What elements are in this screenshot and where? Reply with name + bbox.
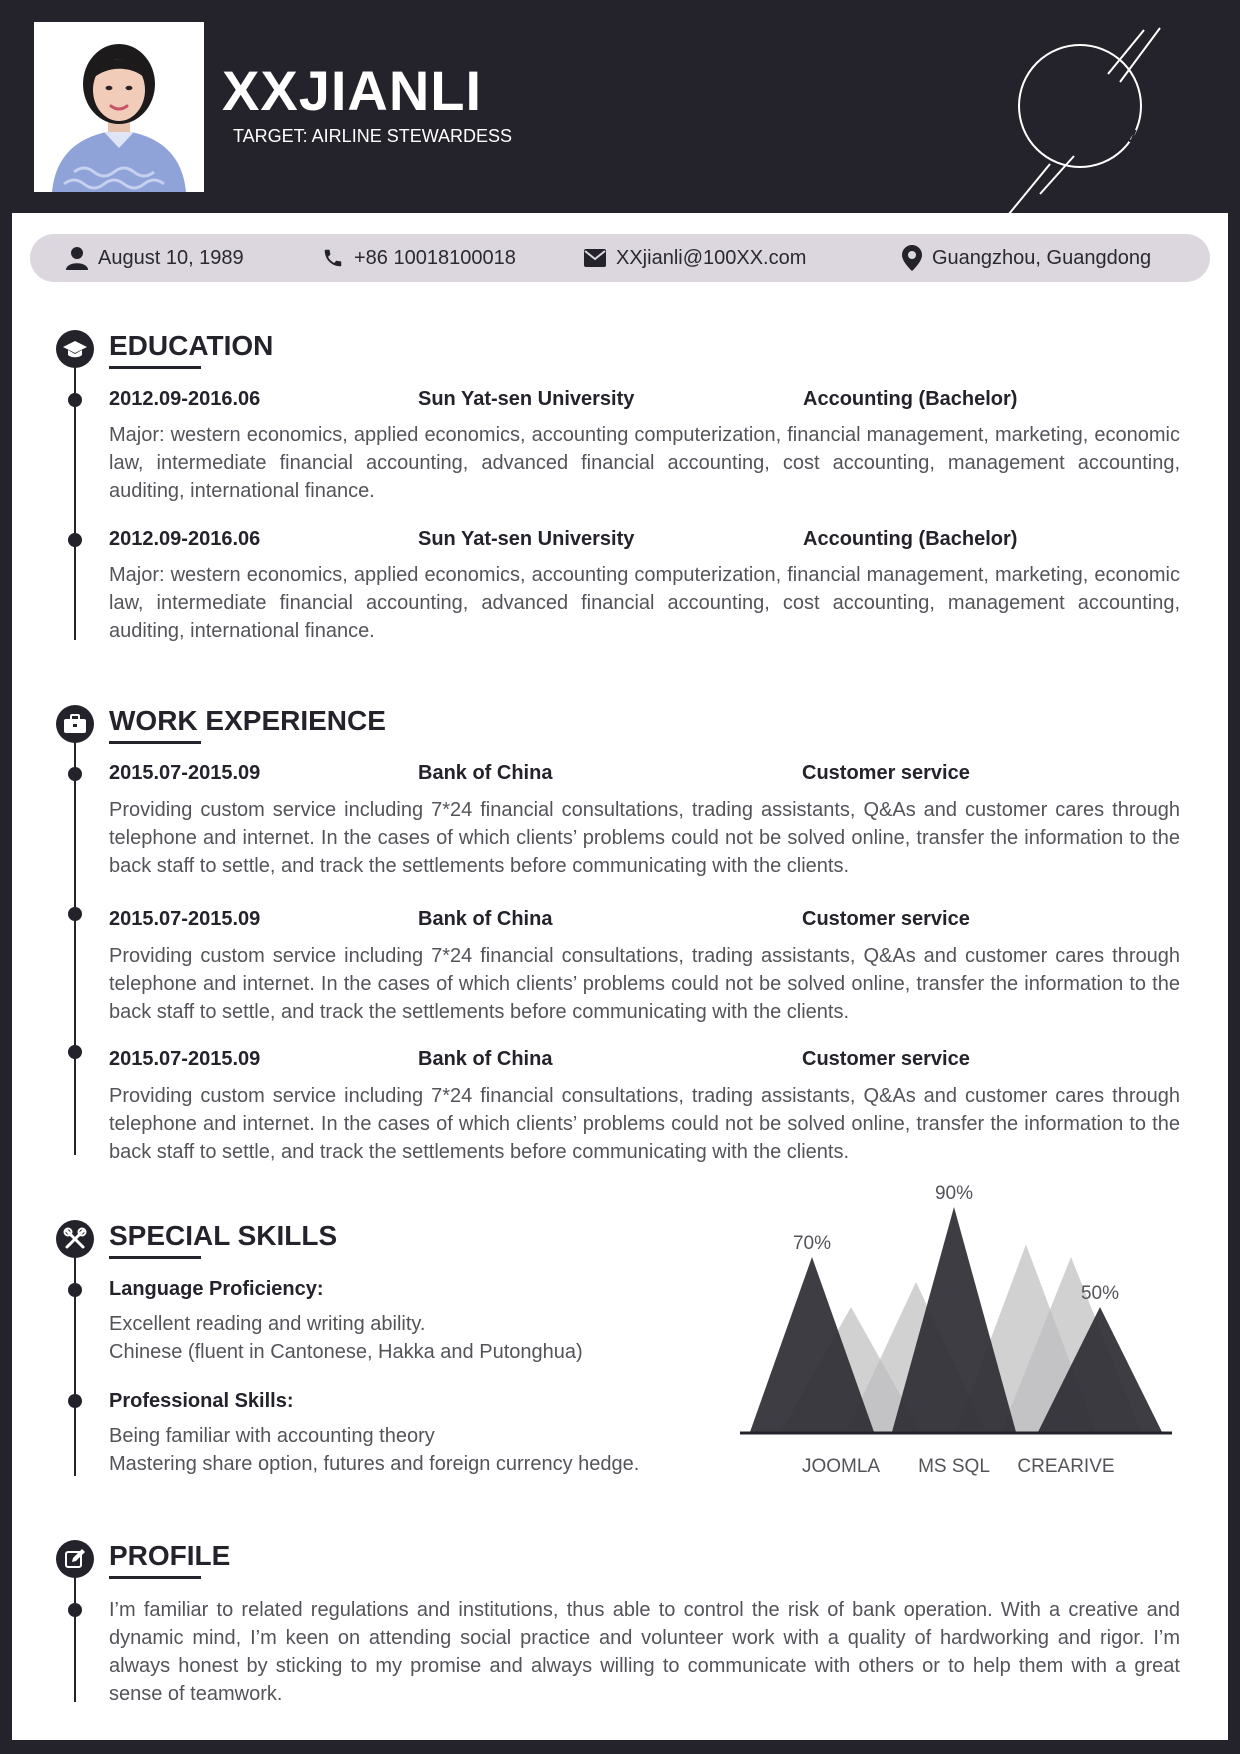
work-timeline — [74, 741, 76, 1155]
peak-value-label: 90% — [934, 1183, 974, 1204]
profile-timeline — [74, 1576, 76, 1702]
contact-birthday — [66, 234, 244, 282]
education-description: Major: western economics, applied economics, accounting computerization, financial management, marketing, economic law, intermediate financial accounting, advanced financial accounting, cost accounting, management accounting, auditing, international finance. — [109, 564, 1180, 642]
work-role: Customer service — [802, 762, 970, 784]
email-text: XXjianli@100XX.com — [616, 246, 807, 269]
edit-icon — [64, 1548, 86, 1570]
profile-underline — [109, 1576, 201, 1579]
work-title: WORK EXPERIENCE — [109, 705, 386, 736]
skills-title: SPECIAL SKILLS — [109, 1220, 338, 1251]
education-degree: Accounting (Bachelor) — [803, 528, 1018, 550]
work-underline — [109, 741, 201, 744]
career-target: TARGET: AIRLINE STEWARDESS — [233, 126, 513, 146]
peak-value-label: 70% — [792, 1233, 832, 1254]
location-pin-icon — [902, 245, 922, 271]
work-company: Bank of China — [418, 762, 553, 784]
profile-title: PROFILE — [109, 1540, 231, 1571]
location-text: Guangzhou, Guangdong — [932, 246, 1152, 269]
tools-icon — [64, 1228, 86, 1250]
professional-skill-heading: Professional Skills: — [109, 1390, 294, 1412]
contact-location — [902, 234, 1151, 282]
category-label: MS SQL — [918, 1456, 990, 1477]
briefcase-icon — [64, 715, 86, 733]
education-date: 2012.09-2016.06 — [109, 528, 261, 550]
education-date: 2012.09-2016.06 — [109, 388, 261, 410]
language-skill-line: Excellent reading and writing ability. — [109, 1313, 426, 1335]
work-role: Customer service — [802, 1048, 970, 1070]
mail-icon — [584, 249, 606, 267]
profile-text: I’m familiar to related regulations and institutions, thus able to control the risk of bank operation. With a creative and dynamic mind, I’m keen on attending social practice and volunteer work with a quality of hardworking and rigor. I’m always honest by sticking to my promise and always willing to communicate with others or to help them with a great sense of teamwork. — [109, 1599, 1180, 1705]
education-underline — [109, 366, 201, 369]
resume-header — [0, 0, 1240, 212]
education-timeline — [74, 366, 76, 640]
peak-value-label: 50% — [1080, 1283, 1120, 1304]
logo-text-cv: cv — [1112, 123, 1138, 148]
logo-text-1: Resu — [1040, 65, 1123, 105]
phone-text: +86 10018100018 — [354, 246, 516, 269]
work-description: Providing custom service including 7*24 financial consultations, trading assistants, Q&As and customer cares through telephone and internet. In the cases of which clients’ problems could not be solved online, transfer the information to the back staff to settle, and track the settlements before communicating with the clients. — [109, 945, 1180, 1023]
timeline-dot — [68, 1603, 82, 1617]
birthday-text: August 10, 1989 — [98, 246, 244, 269]
language-skill-heading: Language Proficiency: — [109, 1278, 324, 1300]
graduation-cap-icon — [63, 339, 87, 359]
avatar — [34, 22, 204, 192]
contact-email[interactable] — [584, 234, 806, 282]
timeline-dot — [68, 907, 82, 921]
work-section-icon — [56, 705, 94, 743]
timeline-dot — [68, 533, 82, 547]
work-description: Providing custom service including 7*24 financial consultations, trading assistants, Q&As and customer cares through telephone and internet. In the cases of which clients’ problems could not be solved online, transfer the information to the back staff to settle, and track the settlements before communicating with the clients. — [109, 799, 1180, 877]
timeline-dot — [68, 1394, 82, 1408]
profile-photo — [34, 22, 204, 192]
candidate-name: XXJIANLI — [222, 59, 483, 122]
professional-skill-line: Mastering share option, futures and foreign currency hedge. — [109, 1453, 640, 1475]
logo-text-2: me — [1053, 97, 1108, 137]
timeline-dot — [68, 1283, 82, 1297]
skills-underline — [109, 1256, 201, 1259]
education-section-icon — [56, 330, 94, 368]
person-icon — [66, 246, 88, 270]
contact-phone[interactable] — [322, 234, 516, 282]
timeline-dot — [68, 1045, 82, 1059]
language-skill-line: Chinese (fluent in Cantonese, Hakka and Putonghua) — [109, 1341, 583, 1363]
skills-section-icon — [56, 1220, 94, 1258]
timeline-dot — [68, 767, 82, 781]
contact-bar — [30, 234, 1210, 282]
education-school: Sun Yat-sen University — [418, 388, 635, 410]
work-date: 2015.07-2015.09 — [109, 908, 261, 930]
professional-skill-line: Being familiar with accounting theory — [109, 1425, 435, 1447]
education-description: Major: western economics, applied economics, accounting computerization, financial management, marketing, economic law, intermediate financial accounting, advanced financial accounting, cost accounting, management accounting, auditing, international finance. — [109, 424, 1180, 502]
education-title: EDUCATION — [109, 330, 274, 361]
work-company: Bank of China — [418, 908, 553, 930]
education-degree: Accounting (Bachelor) — [803, 388, 1018, 410]
work-date: 2015.07-2015.09 — [109, 1048, 261, 1070]
category-label: CREARIVE — [1017, 1456, 1115, 1477]
profile-section-icon — [56, 1540, 94, 1578]
resume-cv-logo — [1000, 24, 1170, 194]
work-description: Providing custom service including 7*24 financial consultations, trading assistants, Q&As and customer cares through telephone and internet. In the cases of which clients’ problems could not be solved online, transfer the information to the back staff to settle, and track the settlements before communicating with the clients. — [109, 1085, 1180, 1163]
timeline-dot — [68, 393, 82, 407]
skills-peak-chart — [736, 1183, 1176, 1486]
work-company: Bank of China — [418, 1048, 553, 1070]
work-date: 2015.07-2015.09 — [109, 762, 261, 784]
category-label: JOOMLA — [801, 1456, 881, 1477]
education-school: Sun Yat-sen University — [418, 528, 635, 550]
work-role: Customer service — [802, 908, 970, 930]
phone-icon — [322, 247, 344, 269]
